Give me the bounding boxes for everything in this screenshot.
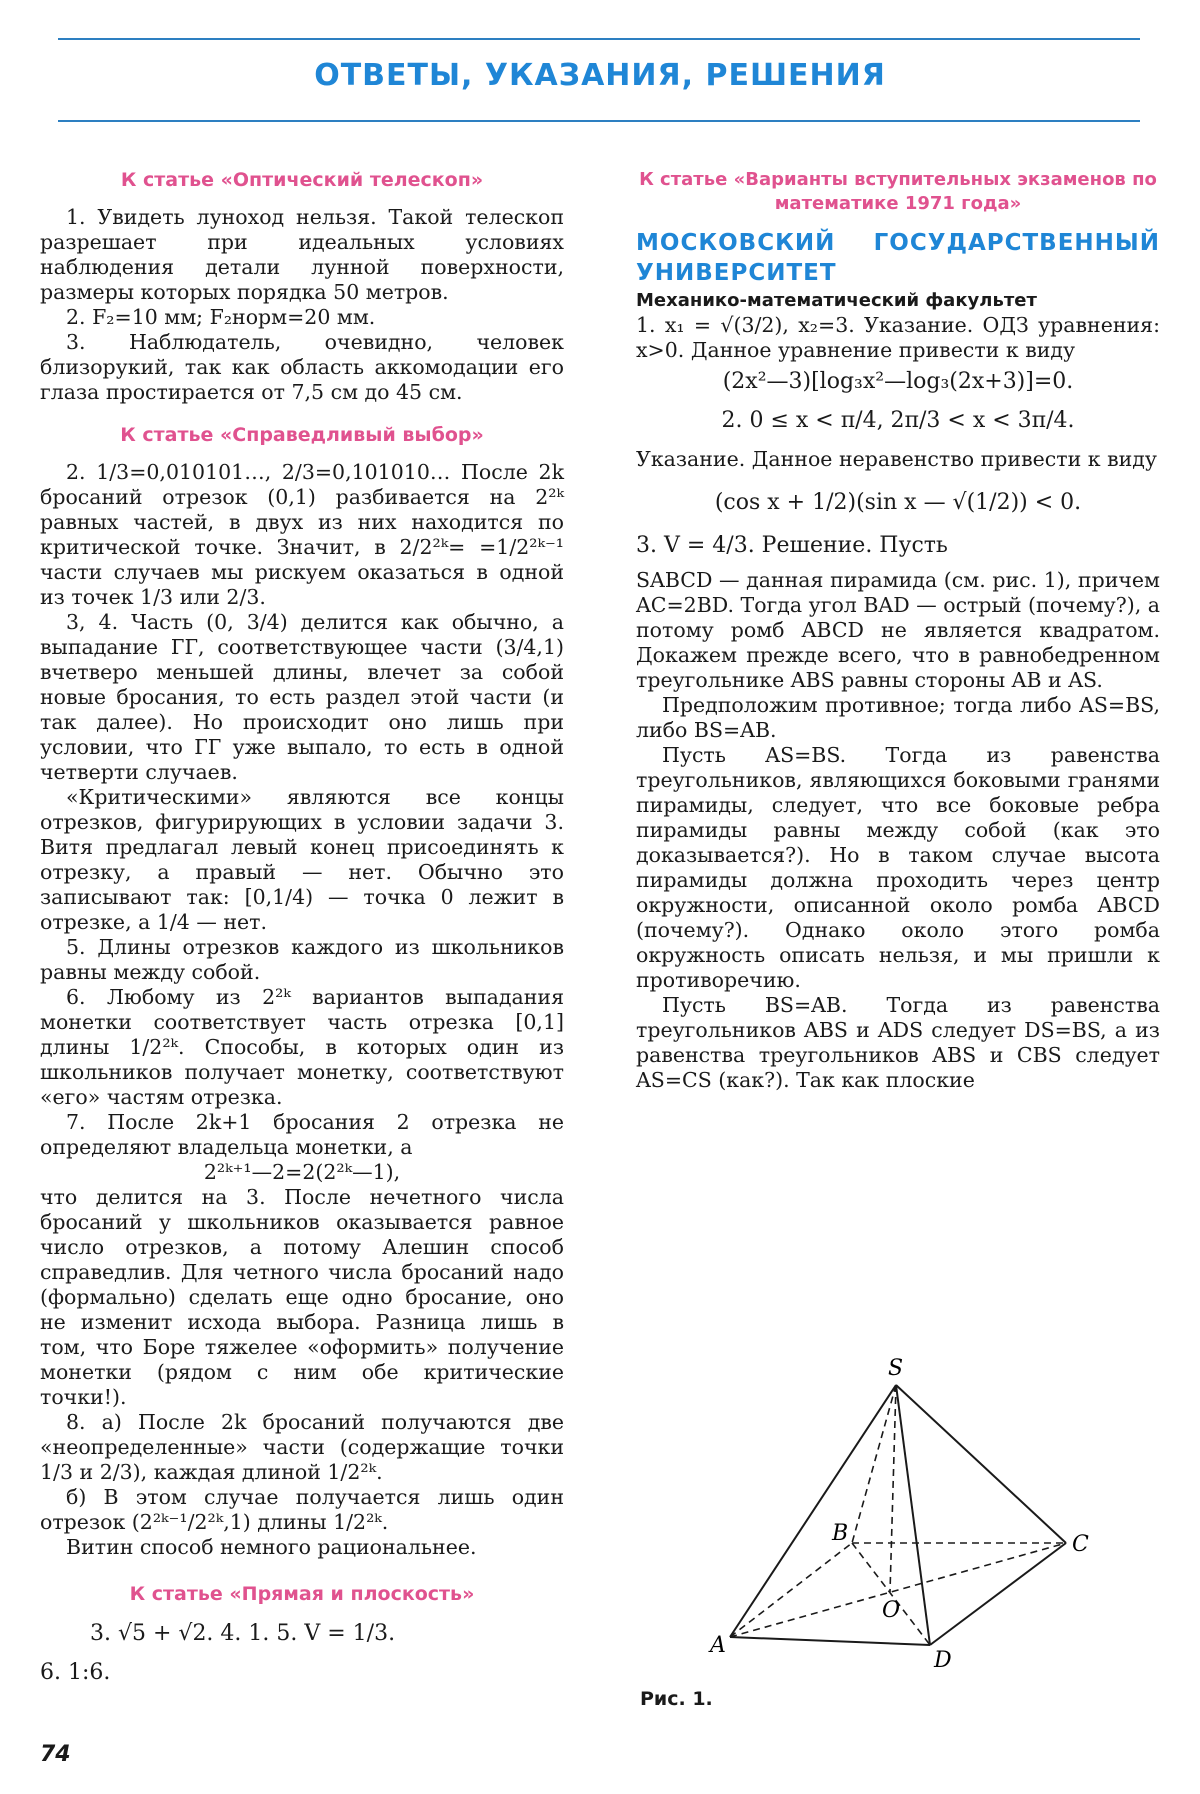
faculty-heading: Механико-математический факультет <box>636 290 1037 311</box>
label-C: C <box>1072 1532 1089 1557</box>
university-heading: МОСКОВСКИЙ ГОСУДАРСТВЕННЫЙ УНИВЕРСИТЕТ <box>636 230 1160 286</box>
label-S: S <box>888 1356 904 1381</box>
answer-paragraph: 8. а) После 2k бросаний получаются две «неопределенные» части (содержащие точки 1/3 и 2/3), каждая длиной 1/2²ᵏ. <box>40 1410 564 1484</box>
answer-paragraph: Указание. Данное неравенство привести к виду <box>636 447 1157 471</box>
label-A: A <box>710 1633 726 1658</box>
answer-paragraph: б) В этом случае получается лишь один отрезок (2²ᵏ⁻¹/2²ᵏ,1) длины 1/2²ᵏ. <box>40 1485 564 1534</box>
edge-SD <box>896 1385 930 1645</box>
edge-AD <box>730 1637 930 1645</box>
edge-SA <box>730 1385 896 1637</box>
formula: 2²ᵏ⁺¹—2=2(2²ᵏ—1), <box>203 1160 401 1184</box>
label-B: B <box>832 1521 849 1546</box>
section-title-exams: К статье «Варианты вступительных экзаменов по математике 1971 года» <box>639 169 1157 214</box>
formula: (cos x + 1/2)(sin x — √(1/2)) < 0. <box>714 490 1082 515</box>
answer-paragraph: Пусть AS=BS. Тогда из равенства треугольников, являющихся боковыми гранями пирамиды, следует, что все боковые ребра пирамиды равны между собой (как это доказывается?). Но в таком случае высота пирамиды должна проходить через центр окружности, описанной около ромба ABCD (почему?). Однако около этого ромба окружность описать нельзя, и мы пришли к противоречию. <box>636 743 1160 992</box>
answer-line: 6. 1:6. <box>40 1660 111 1685</box>
left-column <box>40 168 564 1685</box>
edge-SC <box>896 1385 1066 1543</box>
title-underline <box>58 120 1140 122</box>
height-SO <box>890 1385 896 1592</box>
answer-paragraph: Витин способ немного рациональнее. <box>66 1535 477 1559</box>
label-D: D <box>934 1648 952 1673</box>
right-column <box>636 168 1160 1093</box>
answer-paragraph: 1. x₁ = √(3/2), x₂=3. Указание. ОДЗ уравнения: x>0. Данное уравнение привести к виду <box>636 313 1160 362</box>
answer-paragraph: 3. Наблюдатель, очевидно, человек близорукий, так как область аккомодации его глаза простирается от 7,5 см до 45 см. <box>40 330 564 404</box>
section-title-telescope: К статье «Оптический телескоп» <box>120 169 484 191</box>
formula: 2. 0 ≤ x < π/4, 2π/3 < x < 3π/4. <box>721 408 1075 433</box>
figure-caption: Рис. 1. <box>640 1688 713 1710</box>
answer-paragraph: 7. После 2k+1 бросания 2 отрезка не определяют владельца монетки, а <box>40 1110 564 1159</box>
answer-paragraph: SABCD — данная пирамида (см. рис. 1), причем AC=2BD. Тогда угол BAD — острый (почему?), а потому ромб ABCD не является квадратом. Докажем прежде всего, что в равнобедренном треугольнике ABS равны стороны AB и AS. <box>636 568 1160 692</box>
label-O: O <box>882 1598 901 1623</box>
answer-paragraph: что делится на 3. После нечетного числа бросаний у школьников оказывается равное число отрезков, а потому Алешин способ справедлив. Для четного числа бросаний надо (формально) сделать еще одно бросание, оно не изменит исхода выбора. Разница лишь в том, что Боре тяжелее «оформить» получение монетки (рядом с ним обе критические точки!). <box>40 1185 564 1409</box>
page-number: 74 <box>40 1742 71 1767</box>
edge-SB <box>852 1385 896 1543</box>
section-title-line-plane: К статье «Прямая и плоскость» <box>129 1583 475 1605</box>
answer-paragraph: 2. F₂=10 мм; F₂норм=20 мм. <box>66 305 376 329</box>
edge-AB <box>730 1543 852 1637</box>
answer-paragraph: 3. V = 4/3. Решение. Пусть <box>636 533 948 558</box>
section-title-fair-choice: К статье «Справедливый выбор» <box>120 424 484 446</box>
answer-paragraph: Предположим противное; тогда либо AS=BS, либо BS=AB. <box>636 693 1160 742</box>
pyramid-figure <box>700 1355 1100 1675</box>
answer-line: 3. √5 + √2. 4. 1. 5. V = 1/3. <box>90 1621 396 1646</box>
answer-paragraph: «Критическими» являются все концы отрезков, фигурирующих в условии задачи 3. Витя предлагал левый конец присоединять к отрезку, а правый — нет. Обычно это записывают так: [0,1/4) — точка 0 лежит в отрезке, а 1/4 — нет. <box>40 785 564 934</box>
answer-paragraph: 3, 4. Часть (0, 3/4) делится как обычно, а выпадание ГГ, соответствующее части (3/4,1) вчетверо меньшей длины, влечет за собой новые бросания, то есть раздел этой части (и так далее). Но происходит оно лишь при условии, что ГГ уже выпало, то есть в одной четверти случаев. <box>40 610 564 784</box>
answer-paragraph: 5. Длины отрезков каждого из школьников равны между собой. <box>40 935 564 984</box>
top-rule <box>58 38 1140 40</box>
formula: (2x²—3)[log₃x²—log₃(2x+3)]=0. <box>722 369 1074 394</box>
answer-paragraph: Пусть BS=AB. Тогда из равенства треугольников ABS и ADS следует DS=BS, а из равенства треугольников ABS и CBS следует AS=CS (как?). Так как плоские <box>636 993 1160 1092</box>
answer-paragraph: 6. Любому из 2²ᵏ вариантов выпадания монетки соответствует часть отрезка [0,1] длины 1/2²ᵏ. Способы, в которых один из школьников получает монетку, соответствуют «его» частям отрезка. <box>40 985 564 1109</box>
answer-paragraph: 1. Увидеть луноход нельзя. Такой телескоп разрешает при идеальных условиях наблюдения детали лунной поверхности, размеры которых порядка 50 метров. <box>40 205 564 304</box>
page-title: ОТВЕТЫ, УКАЗАНИЯ, РЕШЕНИЯ <box>314 58 886 93</box>
edge-DC <box>930 1543 1066 1645</box>
answer-paragraph: 2. 1/3=0,010101…, 2/3=0,101010… После 2k бросаний отрезок (0,1) разбивается на 2²ᵏ равных частей, в двух из них находится по критической точке. Значит, в 2/2²ᵏ= =1/2²ᵏ⁻¹ части случаев мы рискуем оказаться в одной из точек 1/3 или 2/3. <box>40 460 564 609</box>
